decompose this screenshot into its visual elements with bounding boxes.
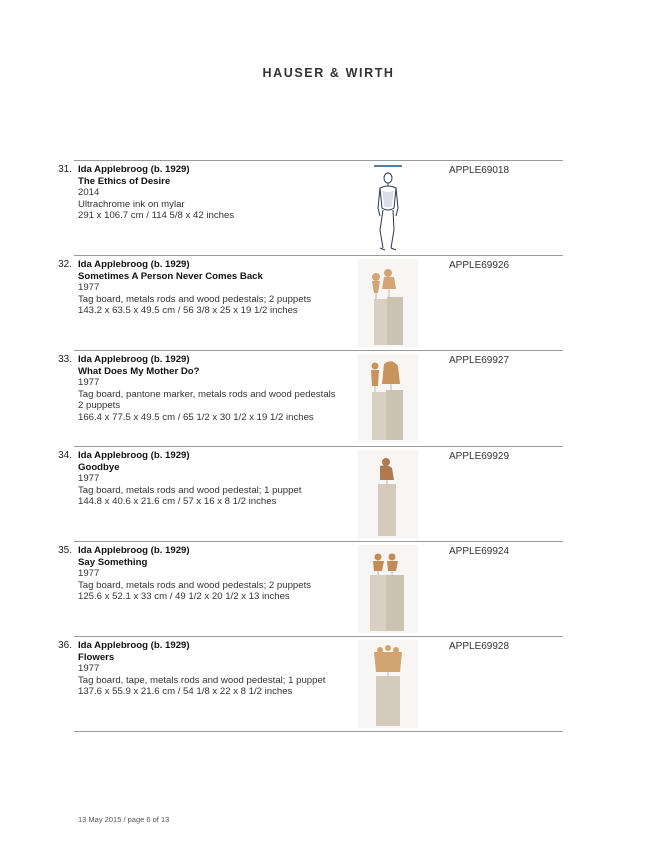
- entry-details: [78, 164, 354, 222]
- artwork-medium: Ultrachrome ink on mylar: [78, 198, 185, 210]
- artwork-entry: [0, 541, 657, 636]
- artwork-title: Flowers: [78, 651, 115, 663]
- artwork-medium-line2: 2 puppets: [78, 400, 121, 412]
- inventory-code: APPLE69928: [449, 641, 510, 652]
- artwork-thumbnail: [358, 545, 418, 633]
- artwork-thumbnail: [358, 164, 418, 252]
- artwork-dimensions: 291 x 106.7 cm / 114 5/8 x 42 inches: [78, 210, 235, 222]
- artwork-title: Sometimes A Person Never Comes Back: [78, 270, 263, 282]
- artwork-medium: Tag board, metals rods and wood pedestal; 1 puppet: [78, 484, 302, 496]
- artist-name: Ida Applebroog (b. 1929): [78, 640, 190, 651]
- artwork-entry: [0, 446, 657, 541]
- entry-details: [78, 545, 354, 603]
- artwork-year: 2014: [78, 187, 100, 199]
- inventory-code: APPLE69924: [449, 546, 510, 557]
- artwork-year: 1977: [78, 282, 100, 294]
- entry-number: 33.: [58, 354, 72, 365]
- artwork-thumbnail: [358, 450, 418, 538]
- artist-name: Ida Applebroog (b. 1929): [78, 259, 190, 270]
- artwork-dimensions: 137.6 x 55.9 x 21.6 cm / 54 1/8 x 22 x 8 1/2 inches: [78, 686, 293, 698]
- inventory-code: APPLE69927: [449, 355, 510, 366]
- artwork-dimensions: 143.2 x 63.5 x 49.5 cm / 56 3/8 x 25 x 19 1/2 inches: [78, 305, 298, 317]
- artwork-medium: Tag board, metals rods and wood pedestals; 2 puppets: [78, 579, 312, 591]
- artwork-title: The Ethics of Desire: [78, 175, 171, 187]
- artwork-dimensions: 144.8 x 40.6 x 21.6 cm / 57 x 16 x 8 1/2 inches: [78, 496, 277, 508]
- page-footer: 13 May 2015 / page 6 of 13: [78, 815, 170, 824]
- artwork-year: 1977: [78, 663, 100, 675]
- inventory-code: APPLE69929: [449, 451, 510, 462]
- entry-number: 35.: [58, 545, 72, 556]
- artwork-dimensions: 166.4 x 77.5 x 49.5 cm / 65 1/2 x 30 1/2 x 19 1/2 inches: [78, 411, 314, 423]
- artwork-medium: Tag board, metals rods and wood pedestals; 2 puppets: [78, 293, 312, 305]
- artwork-title: What Does My Mother Do?: [78, 365, 200, 377]
- artwork-title: Say Something: [78, 556, 148, 568]
- artwork-entry: [0, 160, 657, 255]
- artwork-thumbnail: [358, 259, 418, 347]
- entry-number: 36.: [58, 640, 72, 651]
- entry-number: 32.: [58, 259, 72, 270]
- entry-details: [78, 259, 354, 317]
- artwork-medium: Tag board, tape, metals rods and wood pedestal; 1 puppet: [78, 674, 326, 686]
- brand-header: HAUSER & WIRTH: [262, 66, 395, 80]
- entry-details: [78, 354, 354, 424]
- inventory-code: APPLE69018: [449, 165, 510, 176]
- entry-details: [78, 640, 354, 698]
- artwork-thumbnail: [358, 640, 418, 728]
- artwork-thumbnail: [358, 354, 418, 442]
- artwork-title: Goodbye: [78, 461, 120, 473]
- artist-name: Ida Applebroog (b. 1929): [78, 164, 190, 175]
- artwork-dimensions: 125.6 x 52.1 x 33 cm / 49 1/2 x 20 1/2 x 13 inches: [78, 591, 290, 603]
- artwork-year: 1977: [78, 473, 100, 485]
- artwork-entry: [0, 350, 657, 445]
- divider: [74, 731, 563, 732]
- entry-details: [78, 450, 354, 508]
- artwork-medium: Tag board, pantone marker, metals rods and wood pedestals: [78, 388, 336, 400]
- inventory-code: APPLE69926: [449, 260, 510, 271]
- artwork-entry: [0, 636, 657, 731]
- artwork-entry: [0, 255, 657, 350]
- artist-name: Ida Applebroog (b. 1929): [78, 450, 190, 461]
- artwork-year: 1977: [78, 568, 100, 580]
- entry-number: 34.: [58, 450, 72, 461]
- artist-name: Ida Applebroog (b. 1929): [78, 545, 190, 556]
- entry-number: 31.: [58, 164, 72, 175]
- artist-name: Ida Applebroog (b. 1929): [78, 354, 190, 365]
- artwork-year: 1977: [78, 377, 100, 389]
